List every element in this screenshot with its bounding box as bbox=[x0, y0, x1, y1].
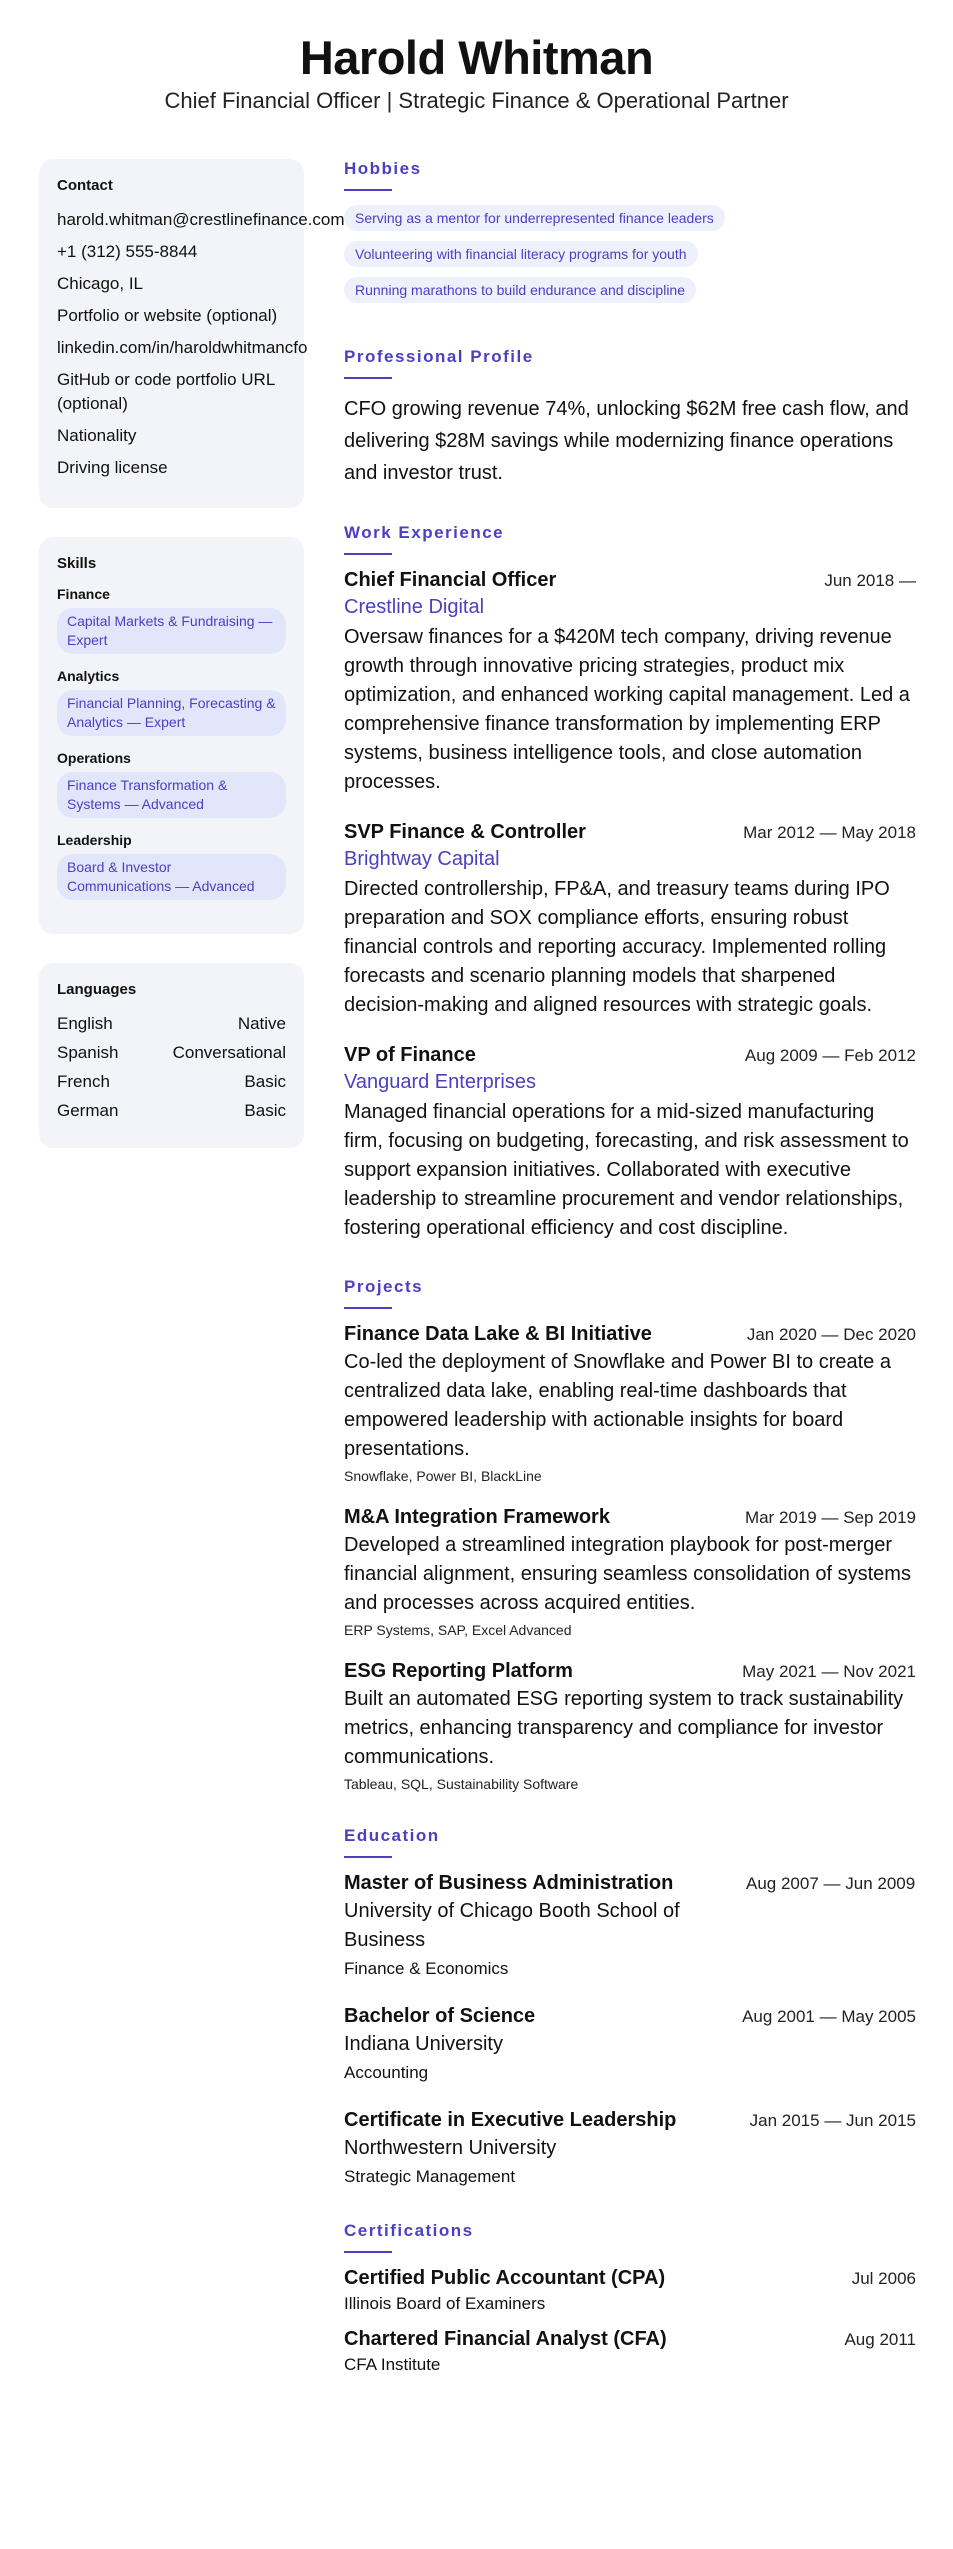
education-field: Finance & Economics bbox=[344, 1959, 509, 1978]
section-title: Hobbies bbox=[344, 159, 422, 178]
project-technologies: Tableau, SQL, Sustainability Software bbox=[344, 1776, 579, 1792]
language-level: Native bbox=[237, 1014, 286, 1033]
skill-group-operations bbox=[57, 750, 286, 818]
job-title: SVP Finance & Controller bbox=[344, 821, 586, 843]
skill-pill: Financial Planning, Forecasting & Analytics — Expert bbox=[57, 690, 286, 736]
contact-portfolio[interactable]: Portfolio or website (optional) bbox=[57, 306, 278, 325]
project-title: M&A Integration Framework bbox=[344, 1506, 610, 1528]
contact-linkedin[interactable]: linkedin.com/in/haroldwhitmancfo bbox=[57, 338, 308, 357]
section-title: Professional Profile bbox=[344, 347, 534, 366]
job-title: VP of Finance bbox=[344, 1044, 476, 1066]
education-entry bbox=[344, 2005, 916, 2083]
contact-location: Chicago, IL bbox=[57, 274, 143, 293]
language-name: Spanish bbox=[57, 1043, 119, 1062]
section-divider bbox=[344, 1856, 392, 1858]
section-title: Education bbox=[344, 1826, 440, 1845]
languages-card bbox=[39, 963, 304, 1148]
certification-issuer: CFA Institute bbox=[344, 2355, 441, 2374]
project-description: Co-led the deployment of Snowflake and Power BI to create a centralized data lake, enabling real-time dashboards that empowered leadership with actionable insights for board presentations. bbox=[344, 1351, 891, 1460]
education-field: Accounting bbox=[344, 2063, 429, 2082]
section-divider bbox=[344, 377, 392, 379]
language-name: German bbox=[57, 1101, 119, 1120]
language-name: English bbox=[57, 1014, 113, 1033]
section-divider bbox=[344, 189, 392, 191]
job-entry bbox=[344, 1044, 916, 1243]
project-entry bbox=[344, 1660, 916, 1792]
job-company: Vanguard Enterprises bbox=[344, 1071, 536, 1093]
candidate-headline: Chief Financial Officer | Strategic Finance & Operational Partner bbox=[164, 88, 789, 113]
contact-nationality: Nationality bbox=[57, 426, 137, 445]
job-date: Aug 2009 — Feb 2012 bbox=[744, 1046, 916, 1065]
skill-group-finance bbox=[57, 586, 286, 654]
project-date: May 2021 — Nov 2021 bbox=[742, 1662, 916, 1681]
certification-date: Jul 2006 bbox=[851, 2269, 916, 2288]
job-entry bbox=[344, 569, 916, 797]
education-school: Northwestern University bbox=[344, 2137, 557, 2159]
job-date: Mar 2012 — May 2018 bbox=[743, 823, 916, 842]
contact-phone[interactable]: +1 (312) 555-8844 bbox=[57, 242, 198, 261]
skill-pill: Board & Investor Communications — Advanced bbox=[57, 854, 286, 900]
job-description: Oversaw finances for a $420M tech company, driving revenue growth through innovative pricing strategies, product mix optimization, and enhanced working capital management. Led a comprehensive finance transformation by implementing ERP systems, business intelligence tools, and close automation processes. bbox=[344, 626, 910, 793]
education-school: University of Chicago Booth School of Business bbox=[344, 1900, 680, 1951]
project-technologies: ERP Systems, SAP, Excel Advanced bbox=[344, 1622, 572, 1638]
education-entry bbox=[344, 1872, 916, 1979]
section-divider bbox=[344, 2251, 392, 2253]
section-title: Certifications bbox=[344, 2221, 474, 2240]
education-date: Aug 2007 — Jun 2009 bbox=[746, 1874, 916, 1893]
profile-summary: CFO growing revenue 74%, unlocking $62M free cash flow, and delivering $28M savings while modernizing finance operations and investor trust. bbox=[344, 398, 909, 484]
section-divider bbox=[344, 553, 392, 555]
contact-title: Contact bbox=[57, 177, 113, 194]
education-section bbox=[344, 1826, 916, 2187]
job-company: Crestline Digital bbox=[344, 596, 485, 618]
language-row bbox=[57, 1041, 286, 1065]
certification-entry bbox=[344, 2328, 916, 2375]
education-entry bbox=[344, 2109, 916, 2187]
project-date: Mar 2019 — Sep 2019 bbox=[744, 1508, 916, 1527]
education-date: Aug 2001 — May 2005 bbox=[742, 2007, 916, 2026]
project-date: Jan 2020 — Dec 2020 bbox=[746, 1325, 916, 1344]
language-row bbox=[57, 1099, 286, 1123]
language-row bbox=[57, 1012, 286, 1036]
project-description: Developed a streamlined integration playbook for post-merger financial alignment, ensuring seamless consolidation of systems and processes across acquired entities. bbox=[344, 1534, 911, 1614]
experience-section bbox=[344, 523, 916, 1243]
sidebar bbox=[39, 159, 345, 1177]
projects-section bbox=[344, 1277, 916, 1792]
hobbies-section bbox=[344, 159, 916, 313]
skills-card bbox=[39, 537, 304, 934]
project-title: ESG Reporting Platform bbox=[344, 1660, 573, 1682]
skills-title: Skills bbox=[57, 555, 97, 572]
contact-github[interactable]: GitHub or code portfolio URL (optional) bbox=[57, 370, 275, 413]
main-content bbox=[344, 159, 916, 2409]
language-level: Conversational bbox=[172, 1043, 286, 1062]
skill-group-analytics bbox=[57, 668, 286, 736]
skill-group-title: Finance bbox=[57, 586, 110, 602]
languages-title: Languages bbox=[57, 981, 137, 998]
language-level: Basic bbox=[244, 1072, 286, 1091]
project-title: Finance Data Lake & BI Initiative bbox=[344, 1323, 652, 1345]
job-date: Jun 2018 — bbox=[824, 571, 916, 590]
certification-name: Chartered Financial Analyst (CFA) bbox=[344, 2328, 667, 2350]
project-technologies: Snowflake, Power BI, BlackLine bbox=[344, 1468, 542, 1484]
language-level: Basic bbox=[244, 1101, 286, 1120]
skill-pill: Finance Transformation & Systems — Advanced bbox=[57, 772, 286, 818]
education-field: Strategic Management bbox=[344, 2167, 516, 2186]
certification-name: Certified Public Accountant (CPA) bbox=[344, 2267, 666, 2289]
job-company: Brightway Capital bbox=[344, 848, 500, 870]
project-entry bbox=[344, 1506, 916, 1638]
job-description: Directed controllership, FP&A, and treasury teams during IPO preparation and SOX compliance efforts, ensuring robust financial controls and reporting accuracy. Implemented rolling forecasts and scenario planning models that sharpened decision-making and aligned resources with strategic goals. bbox=[344, 878, 890, 1016]
hobby-pill: Volunteering with financial literacy programs for youth bbox=[344, 241, 698, 267]
skill-group-leadership bbox=[57, 832, 286, 900]
skill-pill: Capital Markets & Fundraising — Expert bbox=[57, 608, 286, 654]
project-description: Built an automated ESG reporting system to track sustainability metrics, enhancing transparency and compliance for investor communications. bbox=[344, 1688, 904, 1768]
language-row bbox=[57, 1070, 286, 1094]
job-title: Chief Financial Officer bbox=[344, 569, 557, 591]
section-title: Projects bbox=[344, 1277, 424, 1296]
education-degree: Bachelor of Science bbox=[344, 2005, 536, 2027]
skill-group-title: Operations bbox=[57, 750, 131, 766]
profile-section bbox=[344, 347, 916, 489]
certifications-section bbox=[344, 2221, 916, 2375]
project-entry bbox=[344, 1323, 916, 1484]
education-degree: Master of Business Administration bbox=[344, 1872, 674, 1894]
certification-date: Aug 2011 bbox=[844, 2330, 916, 2349]
education-school: Indiana University bbox=[344, 2033, 503, 2055]
language-name: French bbox=[57, 1072, 110, 1091]
education-degree: Certificate in Executive Leadership bbox=[344, 2109, 677, 2131]
skill-group-title: Leadership bbox=[57, 832, 132, 848]
skill-group-title: Analytics bbox=[57, 668, 120, 684]
contact-card bbox=[39, 159, 345, 508]
section-title: Work Experience bbox=[344, 523, 505, 542]
job-entry bbox=[344, 821, 916, 1020]
education-date: Jan 2015 — Jun 2015 bbox=[749, 2111, 916, 2130]
job-description: Managed financial operations for a mid-sized manufacturing firm, focusing on budgeting, forecasting, and risk assessment to support expansion initiatives. Collaborated with executive leadership to streamline procurement and vendor relationships, fostering operational efficiency and cost discipline. bbox=[344, 1101, 909, 1239]
hobby-pill: Serving as a mentor for underrepresented finance leaders bbox=[344, 205, 725, 231]
certification-entry bbox=[344, 2267, 916, 2314]
certification-issuer: Illinois Board of Examiners bbox=[344, 2294, 546, 2313]
hobby-pill: Running marathons to build endurance and discipline bbox=[344, 277, 696, 303]
contact-email[interactable]: harold.whitman@crestlinefinance.com bbox=[57, 210, 345, 229]
section-divider bbox=[344, 1307, 392, 1309]
contact-driving-license: Driving license bbox=[57, 458, 168, 477]
candidate-name: Harold Whitman bbox=[299, 31, 654, 84]
